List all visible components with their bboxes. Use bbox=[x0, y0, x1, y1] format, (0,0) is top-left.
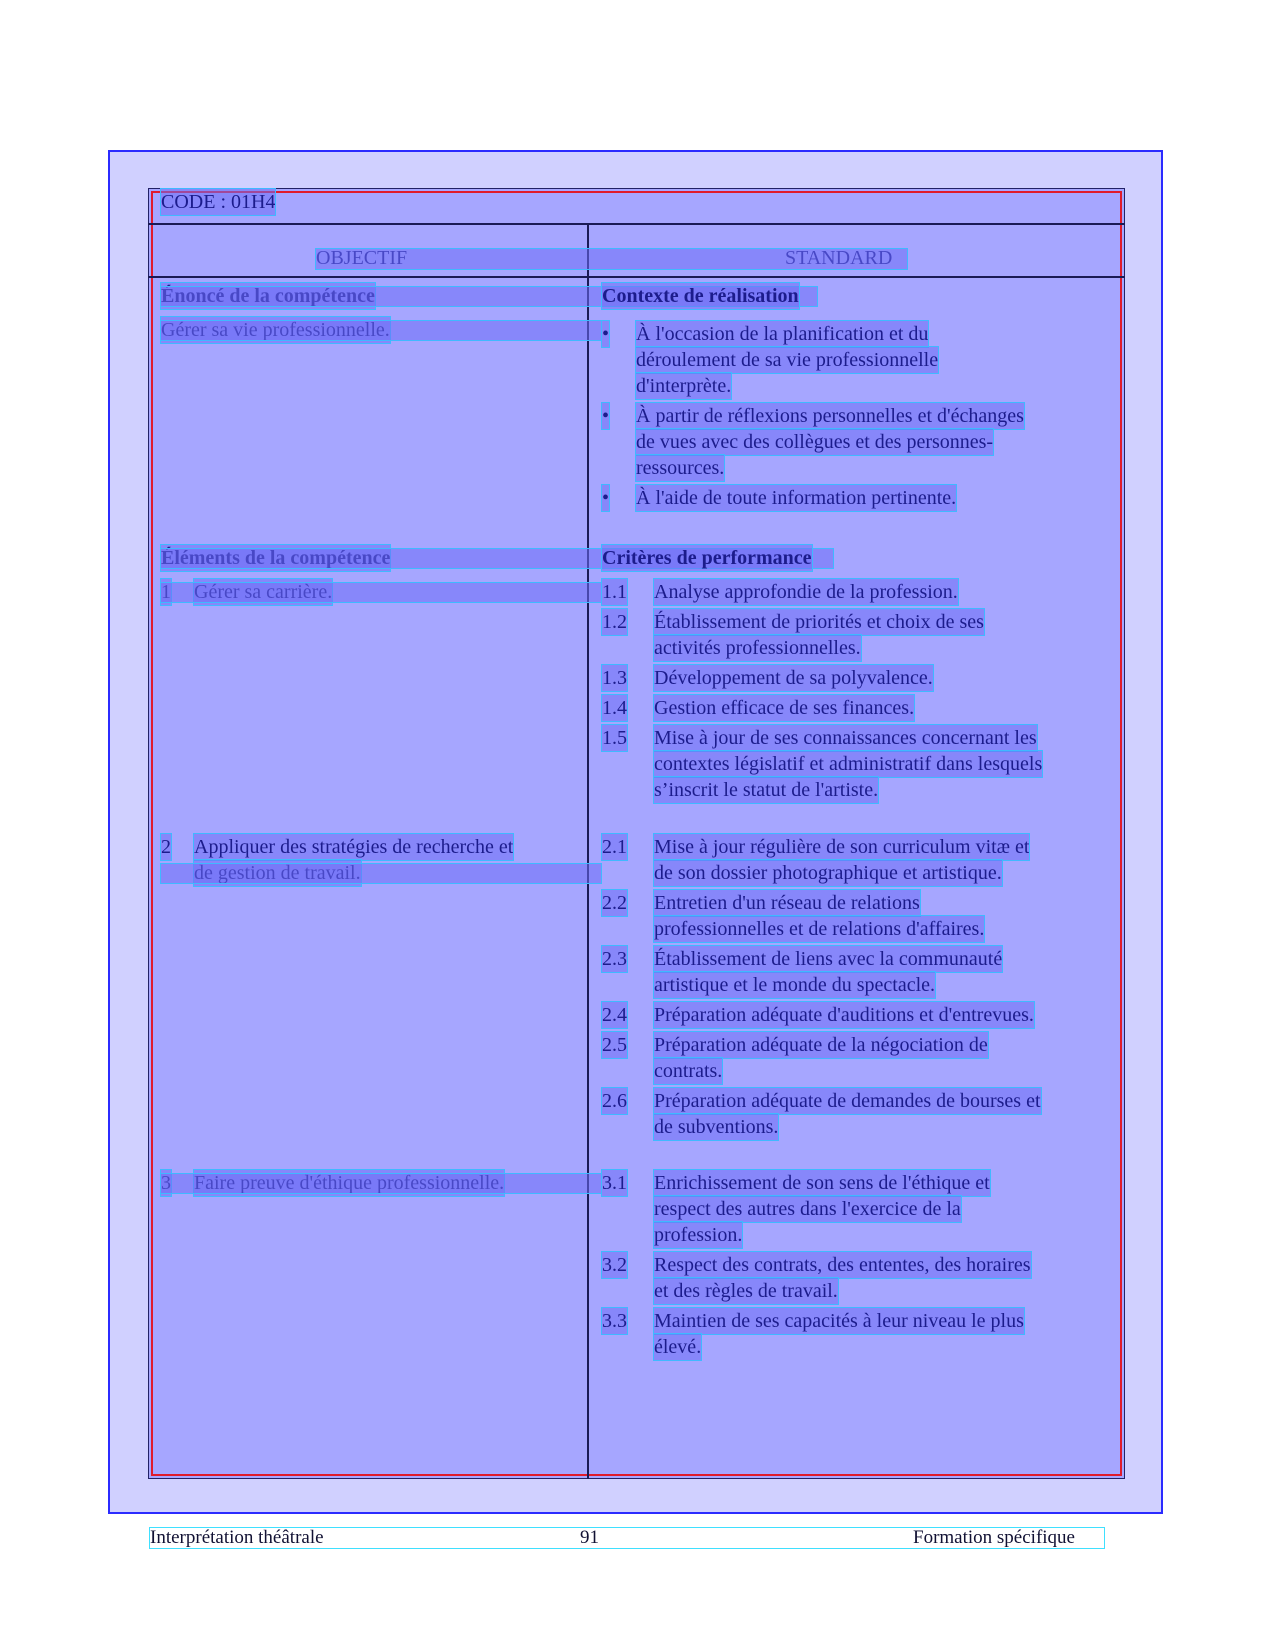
criterion-2-5-number: 2.5 bbox=[602, 1034, 627, 1056]
code-label: CODE : 01H4 bbox=[161, 191, 276, 213]
footer-program: Interprétation théâtrale bbox=[150, 1527, 324, 1548]
bullet-2-line-2: de vues avec des collègues et des personnes- bbox=[636, 431, 994, 453]
criterion-1-1-number: 1.1 bbox=[602, 581, 627, 603]
bullet-1-line-1: À l'occasion de la planification et du bbox=[636, 323, 929, 345]
criterion-1-2-number: 1.2 bbox=[602, 611, 627, 633]
criterion-2-6-line-1: Préparation adéquate de demandes de bourses et bbox=[654, 1090, 1041, 1112]
element-3-band bbox=[161, 1174, 601, 1193]
criterion-3-1-line-2: respect des autres dans l'exercice de la bbox=[654, 1198, 961, 1220]
page-number: 91 bbox=[580, 1527, 599, 1548]
criterion-1-4-line-1: Gestion efficace de ses finances. bbox=[654, 697, 915, 719]
criterion-2-6-line-2: de subventions. bbox=[654, 1116, 779, 1138]
element-2-line-1: Appliquer des stratégies de recherche et bbox=[194, 836, 514, 858]
criterion-2-4-number: 2.4 bbox=[602, 1004, 627, 1026]
bullet-3-line-1: À l'aide de toute information pertinente. bbox=[636, 487, 957, 509]
element-1-band bbox=[161, 583, 601, 602]
criterion-1-2-line-1: Établissement de priorités et choix de ses bbox=[654, 611, 984, 633]
bullet-2-line-1: À partir de réflexions personnelles et d'échanges bbox=[636, 405, 1024, 427]
criterion-2-1-line-2: de son dossier photographique et artistique. bbox=[654, 862, 1002, 884]
criterion-1-5-number: 1.5 bbox=[602, 727, 627, 749]
bullet-1-line-2: déroulement de sa vie professionnelle bbox=[636, 349, 939, 371]
criterion-2-3-line-1: Établissement de liens avec la communauté bbox=[654, 948, 1003, 970]
criterion-2-3-number: 2.3 bbox=[602, 948, 627, 970]
enonce-row-band bbox=[161, 321, 601, 340]
criterion-3-1-line-1: Enrichissement de son sens de l'éthique et bbox=[654, 1172, 990, 1194]
criterion-1-3-number: 1.3 bbox=[602, 667, 627, 689]
criterion-2-3-line-2: artistique et le monde du spectacle. bbox=[654, 974, 936, 996]
criterion-1-5-line-3: s’inscrit le statut de l'artiste. bbox=[654, 779, 879, 801]
criterion-3-1-number: 3.1 bbox=[602, 1172, 627, 1194]
header-row-divider bbox=[148, 276, 1125, 278]
criterion-2-2-line-1: Entretien d'un réseau de relations bbox=[654, 892, 920, 914]
criterion-3-3-line-2: élevé. bbox=[654, 1336, 702, 1358]
criterion-2-2-number: 2.2 bbox=[602, 892, 627, 914]
criterion-1-1-line-1: Analyse approfondie de la profession. bbox=[654, 581, 958, 603]
bullet-2-marker: • bbox=[602, 405, 610, 427]
criteres-title: Critères de performance bbox=[602, 547, 812, 569]
footer-section: Formation spécifique bbox=[913, 1527, 1075, 1548]
criterion-3-2-number: 3.2 bbox=[602, 1254, 627, 1276]
criterion-2-1-line-1: Mise à jour régulière de son curriculum vitæ et bbox=[654, 836, 1030, 858]
bullet-2-line-3: ressources. bbox=[636, 457, 725, 479]
bullet-1-marker: • bbox=[602, 323, 610, 345]
column-divider bbox=[587, 223, 589, 1479]
criterion-3-3-number: 3.3 bbox=[602, 1310, 627, 1332]
bullet-3-marker: • bbox=[602, 487, 610, 509]
criterion-3-2-line-1: Respect des contrats, des ententes, des horaires bbox=[654, 1254, 1031, 1276]
criterion-2-5-line-1: Préparation adéquate de la négociation de bbox=[654, 1034, 988, 1056]
bullet-1-line-3: d'interprète. bbox=[636, 375, 732, 397]
criterion-2-1-number: 2.1 bbox=[602, 836, 627, 858]
criterion-1-5-line-1: Mise à jour de ses connaissances concernant les bbox=[654, 727, 1037, 749]
code-row-divider bbox=[148, 223, 1125, 225]
contexte-title: Contexte de réalisation bbox=[602, 285, 799, 307]
criterion-1-5-line-2: contextes législatif et administratif dans lesquels bbox=[654, 753, 1043, 775]
criterion-1-3-line-1: Développement de sa polyvalence. bbox=[654, 667, 933, 689]
criterion-3-3-line-1: Maintien de ses capacités à leur niveau le plus bbox=[654, 1310, 1024, 1332]
criterion-1-2-line-2: activités professionnelles. bbox=[654, 637, 861, 659]
element-2-band bbox=[161, 864, 601, 883]
criterion-2-2-line-2: professionnelles et de relations d'affaires. bbox=[654, 918, 985, 940]
criterion-3-2-line-2: et des règles de travail. bbox=[654, 1280, 838, 1302]
criterion-2-4-line-1: Préparation adéquate d'auditions et d'entrevues. bbox=[654, 1004, 1034, 1026]
criterion-1-4-number: 1.4 bbox=[602, 697, 627, 719]
criterion-3-1-line-3: profession. bbox=[654, 1224, 743, 1246]
element-2-number: 2 bbox=[161, 836, 171, 858]
criterion-2-6-number: 2.6 bbox=[602, 1090, 627, 1112]
header-row-highlight bbox=[316, 249, 907, 269]
criterion-2-5-line-2: contrats. bbox=[654, 1060, 723, 1082]
